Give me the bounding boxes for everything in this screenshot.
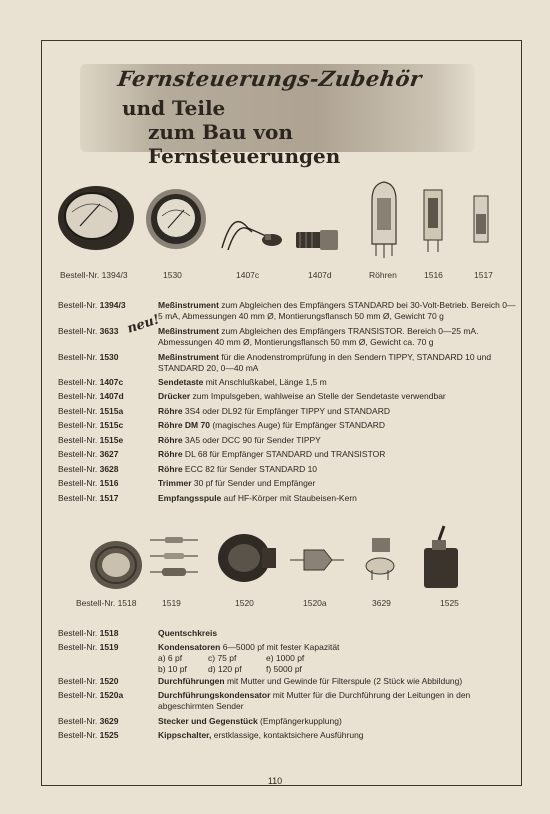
item-name: Durchführungen	[158, 676, 225, 686]
order-prefix: Bestell-Nr.	[58, 326, 98, 336]
order-prefix: Bestell-Nr.	[58, 391, 98, 401]
item-name: Empfangsspule	[158, 493, 222, 503]
order-prefix: Bestell-Nr.	[58, 352, 98, 362]
item-name: Röhre	[158, 464, 183, 474]
order-prefix: Bestell-Nr.	[58, 435, 98, 445]
item-description: mit Mutter für die Durchführung der Leitungen in den abgeschirmten Sender	[158, 690, 471, 711]
toggle-switch-1525-illustration	[424, 526, 458, 588]
tube-illustration	[372, 182, 396, 258]
item-name: Meßinstrument	[158, 352, 219, 362]
title-line-2: zum Bau von Fernsteuerungen	[148, 120, 341, 168]
item-description: mit Mutter und Gewinde für Filterspule (2 Stück wie Abbildung)	[224, 676, 463, 686]
item-description: 6—5000 pf mit fester Kapazität	[220, 642, 340, 652]
order-prefix: Bestell-Nr.	[58, 642, 98, 652]
caption-1520: 1520	[235, 598, 254, 608]
capacitors-1519-illustration	[150, 537, 198, 576]
order-number: 1530	[99, 352, 119, 362]
order-number: 1518	[99, 628, 119, 638]
item-description: für die Anodenstromprüfung in den Sendern TIPPY, STANDARD 10 und STANDARD 20, 0—40 mA	[158, 352, 492, 373]
caption-1394: Bestell-Nr. 1394/3	[60, 270, 128, 280]
item-name: Meßinstrument	[158, 326, 219, 336]
capacitor-values-row-2	[158, 664, 518, 675]
capacitor-value: c) 75 pf	[208, 653, 237, 663]
trimmer-1516-illustration	[424, 190, 442, 252]
script-title: Fernsteuerungs-Zubehör	[116, 66, 424, 91]
order-number: 1515c	[99, 420, 124, 430]
order-number: 1520a	[99, 690, 124, 700]
item-description: (Empfängerkupplung)	[257, 716, 342, 726]
item-name: Drücker	[158, 391, 191, 401]
order-number: 1394/3	[99, 300, 126, 310]
order-prefix: Bestell-Nr.	[58, 730, 98, 740]
order-number: 1407c	[99, 377, 124, 387]
meter-1530-illustration	[146, 189, 206, 249]
pushbutton-1407d-illustration	[296, 230, 338, 250]
item-description: erstklassige, kontaktsichere Ausführung	[211, 730, 364, 740]
coil-1518-illustration	[90, 541, 142, 589]
item-name: Trimmer	[158, 478, 192, 488]
order-number: 1515e	[99, 435, 124, 445]
order-number: 3627	[99, 449, 119, 459]
item-description: 3S4 oder DL92 für Empfänger TIPPY und STANDARD	[182, 406, 390, 416]
order-prefix: Bestell-Nr.	[58, 628, 98, 638]
item-name: Quentschkreis	[158, 628, 218, 638]
order-number: 1519	[99, 642, 119, 652]
capacitor-value: e) 1000 pf	[266, 653, 305, 663]
item-name: Röhre	[158, 435, 183, 445]
item-description: DL 68 für Empfänger STANDARD und TRANSISTOR	[182, 449, 386, 459]
order-prefix: Bestell-Nr.	[58, 493, 98, 503]
capacitor-values-row-1	[158, 653, 518, 664]
coil-1517-illustration	[474, 196, 488, 242]
plug-3629-illustration	[366, 538, 394, 580]
item-description: 30 pf für Sender und Empfänger	[191, 478, 316, 488]
order-prefix: Bestell-Nr.	[58, 690, 98, 700]
caption-1407c: 1407c	[236, 270, 260, 280]
caption-1519: 1519	[162, 598, 181, 608]
feedthrough-cap-1520a-illustration	[290, 550, 344, 570]
caption-1530: 1530	[163, 270, 182, 280]
capacitor-value: a) 6 pf	[158, 653, 183, 663]
capacitor-value: f) 5000 pf	[266, 664, 302, 674]
page-number: 110	[267, 776, 283, 786]
item-description: 3A5 oder DCC 90 für Sender TIPPY	[182, 435, 321, 445]
order-prefix: Bestell-Nr.	[58, 406, 98, 416]
item-name: Kippschalter,	[158, 730, 212, 740]
title-line-1: und Teile	[122, 96, 226, 120]
meter-1394-illustration	[58, 186, 134, 250]
order-prefix: Bestell-Nr.	[58, 420, 98, 430]
caption-1518: Bestell-Nr. 1518	[76, 598, 137, 608]
item-name: Meßinstrument	[158, 300, 219, 310]
order-number: 1407d	[99, 391, 124, 401]
order-number: 1517	[99, 493, 119, 503]
item-description: auf HF-Körper mit Staubeisen-Kern	[221, 493, 357, 503]
caption-roehren: Röhren	[369, 270, 397, 280]
item-description: zum Impulsgeben, wahlweise an Stelle der Sendetaste verwendbar	[190, 391, 446, 401]
item-name: Kondensatoren	[158, 642, 221, 652]
item-name: Röhre	[158, 406, 183, 416]
caption-1407d: 1407d	[308, 270, 332, 280]
caption-1517: 1517	[474, 270, 493, 280]
caption-1525: 1525	[440, 598, 459, 608]
order-number: 3628	[99, 464, 119, 474]
capacitor-value: d) 120 pf	[208, 664, 242, 674]
item-description: zum Abgleichen des Empfängers TRANSISTOR. Bereich 0—25 mA. Abmessungen 40 mm Ø, Montierungsflansch 50 mm Ø, Gewicht ca. 70 g	[158, 326, 479, 347]
neu-label: neu!	[125, 312, 162, 337]
item-description: ECC 82 für Sender STANDARD 10	[182, 464, 318, 474]
caption-1516: 1516	[424, 270, 443, 280]
caption-1520a: 1520a	[303, 598, 327, 608]
order-number: 3629	[99, 716, 119, 726]
order-number: 3633	[99, 326, 119, 336]
item-name: Durchführungskondensator	[158, 690, 271, 700]
order-prefix: Bestell-Nr.	[58, 377, 98, 387]
item-description: zum Abgleichen des Empfängers STANDARD bei 30-Volt-Betrieb. Bereich 0—5 mA, Abmessungen 40 mm Ø, Montierungsflansch 50 mm Ø, Gewicht 70 g	[158, 300, 516, 321]
feedthrough-1520-illustration	[218, 534, 276, 582]
item-description: (magisches Auge) für Empfänger STANDARD	[209, 420, 386, 430]
item-name: Röhre DM 70	[158, 420, 210, 430]
order-number: 1515a	[99, 406, 124, 416]
caption-3629: 3629	[372, 598, 391, 608]
order-number: 1516	[99, 478, 119, 488]
order-prefix: Bestell-Nr.	[58, 300, 98, 310]
order-prefix: Bestell-Nr.	[58, 464, 98, 474]
order-number: 1525	[99, 730, 119, 740]
item-name: Sendetaste	[158, 377, 204, 387]
order-prefix: Bestell-Nr.	[58, 676, 98, 686]
order-prefix: Bestell-Nr.	[58, 478, 98, 488]
order-prefix: Bestell-Nr.	[58, 716, 98, 726]
order-prefix: Bestell-Nr.	[58, 449, 98, 459]
key-1407c-illustration	[222, 222, 282, 250]
item-name: Röhre	[158, 449, 183, 459]
capacitor-value: b) 10 pf	[158, 664, 187, 674]
item-name: Stecker und Gegenstück	[158, 716, 258, 726]
item-description: mit Anschlußkabel, Länge 1,5 m	[203, 377, 327, 387]
order-number: 1520	[99, 676, 119, 686]
